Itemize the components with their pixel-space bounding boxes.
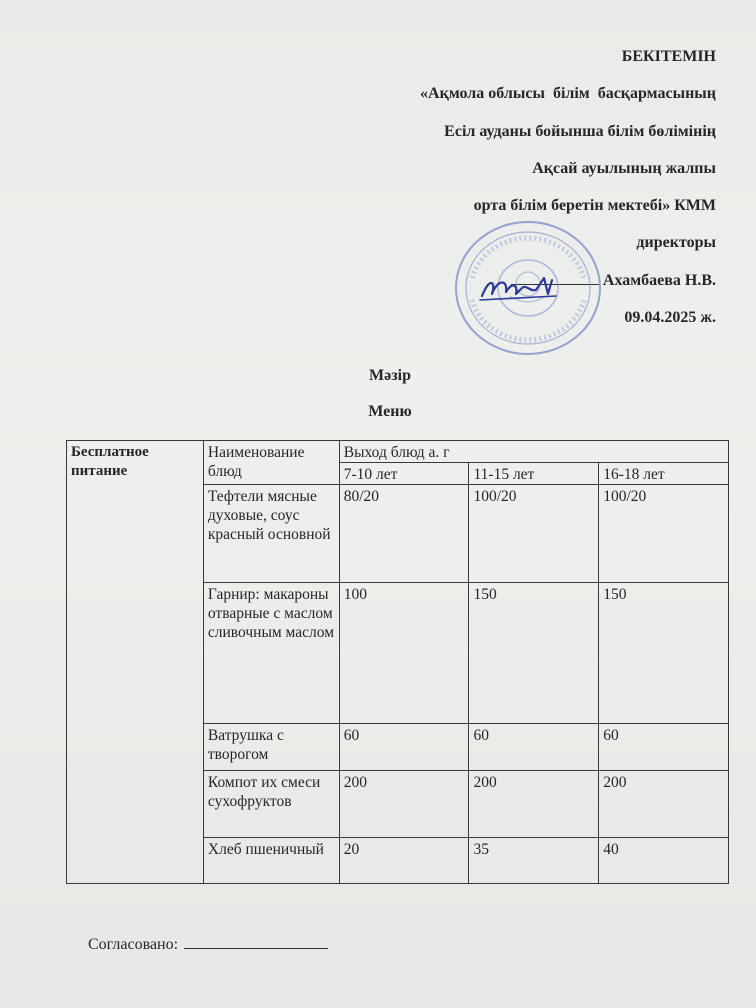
title-russian: Меню (368, 403, 412, 420)
title-kazakh: Мәзір (369, 367, 411, 384)
approval-line-3: Ақсай ауылының жалпы (532, 159, 716, 177)
age-group-header: 7-10 лет (339, 463, 469, 485)
yield-cell: 100 (339, 583, 469, 724)
approval-date: 09.04.2025 ж. (624, 309, 716, 327)
yield-cell: 60 (339, 724, 469, 771)
age-group-header: 16-18 лет (599, 463, 729, 485)
dish-name: Гарнир: макароны отварные с маслом сливочным маслом (203, 583, 339, 724)
yield-cell: 40 (599, 838, 729, 884)
yield-cell: 100/20 (469, 485, 599, 583)
yield-cell: 80/20 (339, 485, 469, 583)
dish-name: Ватрушка с творогом (203, 724, 339, 771)
yield-cell: 60 (469, 724, 599, 771)
dish-name: Тефтели мясные духовые, соус красный основной (203, 485, 339, 583)
agreed-row (88, 936, 328, 954)
yield-cell: 200 (599, 771, 729, 838)
agreed-signature-line (184, 936, 328, 949)
dish-name: Хлеб пшеничный (203, 838, 339, 884)
category-cell: Бесплатное питание (67, 441, 204, 884)
approval-line-1: «Ақмола облысы білім басқармасының (420, 85, 716, 103)
yield-cell: 200 (339, 771, 469, 838)
dish-name: Компот их смеси сухофруктов (203, 771, 339, 838)
approval-line-5: директоры (636, 234, 716, 252)
yield-cell: 100/20 (599, 485, 729, 583)
approval-line-4: орта білім беретін мектебі» КММ (473, 197, 716, 215)
yield-header: Выход блюд а. г (339, 441, 728, 463)
yield-cell: 150 (599, 583, 729, 724)
approval-line-2: Есіл ауданы бойынша білім бөлімінің (444, 122, 716, 140)
yield-cell: 200 (469, 771, 599, 838)
yield-cell: 150 (469, 583, 599, 724)
table-header-row (67, 441, 729, 463)
age-group-header: 11-15 лет (469, 463, 599, 485)
signer-name: Ахамбаева Н.В. (602, 271, 716, 289)
yield-cell: 60 (599, 724, 729, 771)
yield-cell: 20 (339, 838, 469, 884)
name-header: Наименование блюд (203, 441, 339, 485)
agreed-label: Согласовано: (88, 936, 179, 953)
yield-cell: 35 (469, 838, 599, 884)
approval-heading: БЕКІТЕМІН (621, 48, 716, 65)
menu-table (66, 440, 729, 884)
official-stamp-icon (452, 218, 604, 358)
